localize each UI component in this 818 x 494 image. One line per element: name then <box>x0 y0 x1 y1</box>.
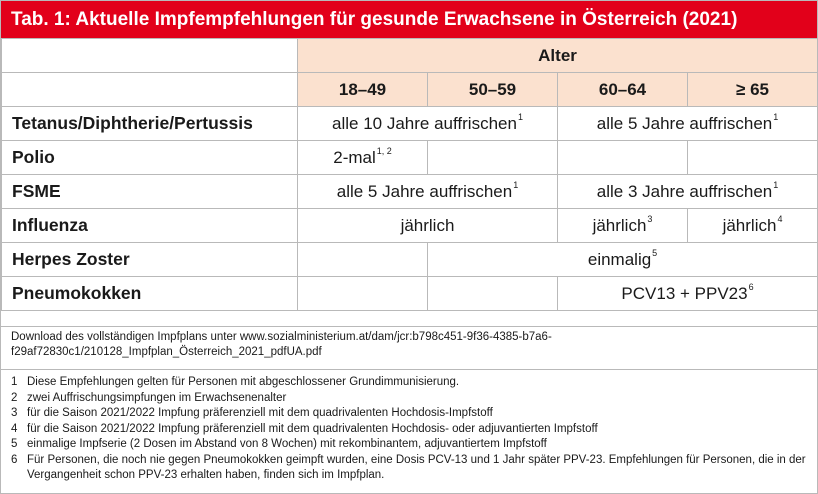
cell-tdap-18-59: alle 10 Jahre auffrischen$^1$ <box>298 107 558 141</box>
cell-influenza-65-plus: jährlich$^4$ <box>688 209 818 243</box>
age-col-50-59: 50–59 <box>428 73 558 107</box>
footnote: 3 für die Saison 2021/2022 Impfung präferenziell mit dem quadrivalenten Hochdosis-Impfstoff <box>11 407 493 419</box>
footnotes <box>1 369 817 493</box>
footnote: 5 einmalige Impfserie (2 Dosen im Abstand von 8 Wochen) mit rekombinantem, adjuvantiertem Impfstoff <box>11 438 547 450</box>
row-label-influenza: Influenza <box>2 209 298 243</box>
cell-influenza-18-59: jährlich <box>298 209 558 243</box>
footnote: 2 zwei Auffrischungsimpfungen im Erwachsenenalter <box>11 391 287 404</box>
cell-polio-65-plus <box>688 141 818 175</box>
header-row-group <box>2 39 818 73</box>
footnote: 4 für die Saison 2021/2022 Impfung präferenziell mit dem quadrivalenten Hochdosis- oder adjuvantierten Impfstoff <box>11 422 598 435</box>
cell-polio-50-59 <box>428 141 558 175</box>
header-corner <box>2 39 298 73</box>
age-col-65-plus: ≥ 65 <box>688 73 818 107</box>
footnote: 6 Für Personen, die noch nie gegen Pneumokokken geimpft wurden, eine Dosis PCV-13 und 1 Jahr später PPV-23. Empfehlungen für Personen, die in der Vergangenheit schon PPV-23 erhalten haben, finden sich im Impfplan. <box>11 453 806 481</box>
cell-fsme-18-59: alle 5 Jahre auffrischen$^1$ <box>298 175 558 209</box>
cell-fsme-60-plus: alle 3 Jahre auffrischen$^1$ <box>558 175 818 209</box>
cell-influenza-60-64: jährlich$^3$ <box>558 209 688 243</box>
cell-zoster-50-plus: einmalig$^5$ <box>428 243 818 277</box>
cell-tdap-60-plus: alle 5 Jahre auffrischen$^1$ <box>558 107 818 141</box>
row-label-fsme: FSME <box>2 175 298 209</box>
header-corner-2 <box>2 73 298 107</box>
table-row <box>2 243 818 277</box>
table-row <box>2 107 818 141</box>
row-label-herpes-zoster: Herpes Zoster <box>2 243 298 277</box>
table-row <box>2 277 818 311</box>
row-label-polio: Polio <box>2 141 298 175</box>
row-label-tdap: Tetanus/Diphtherie/Pertussis <box>2 107 298 141</box>
table-title: Tab. 1: Aktuelle Impfempfehlungen für gesunde Erwachsene in Österreich (2021) <box>1 1 817 38</box>
age-col-60-64: 60–64 <box>558 73 688 107</box>
vaccination-table <box>1 38 818 311</box>
row-label-pneumokokken: Pneumokokken <box>2 277 298 311</box>
cell-polio-60-64 <box>558 141 688 175</box>
table-row <box>2 209 818 243</box>
footnote: 1 Diese Empfehlungen gelten für Personen mit abgeschlossener Grundimmunisierung. <box>11 376 460 388</box>
cell-polio-18-49: 2-mal$^{1, 2}$ <box>298 141 428 175</box>
table-row <box>2 141 818 175</box>
download-note: Download des vollständigen Impfplans unter www.sozialministerium.at/dam/jcr:b798c451-9f36-4385-b7a6-f29af72830c1/210128_Impfplan_Österreich_2021_pdfUA.pdf <box>1 326 817 369</box>
cell-pneumo-18-49 <box>298 277 428 311</box>
cell-pneumo-60-plus: $PCV13 + PPV23^6$ <box>558 277 818 311</box>
age-group-header: Alter <box>298 39 818 73</box>
age-col-18-49: 18–49 <box>298 73 428 107</box>
header-row-ages <box>2 73 818 107</box>
table-row <box>2 175 818 209</box>
cell-zoster-18-49 <box>298 243 428 277</box>
cell-pneumo-50-59 <box>428 277 558 311</box>
